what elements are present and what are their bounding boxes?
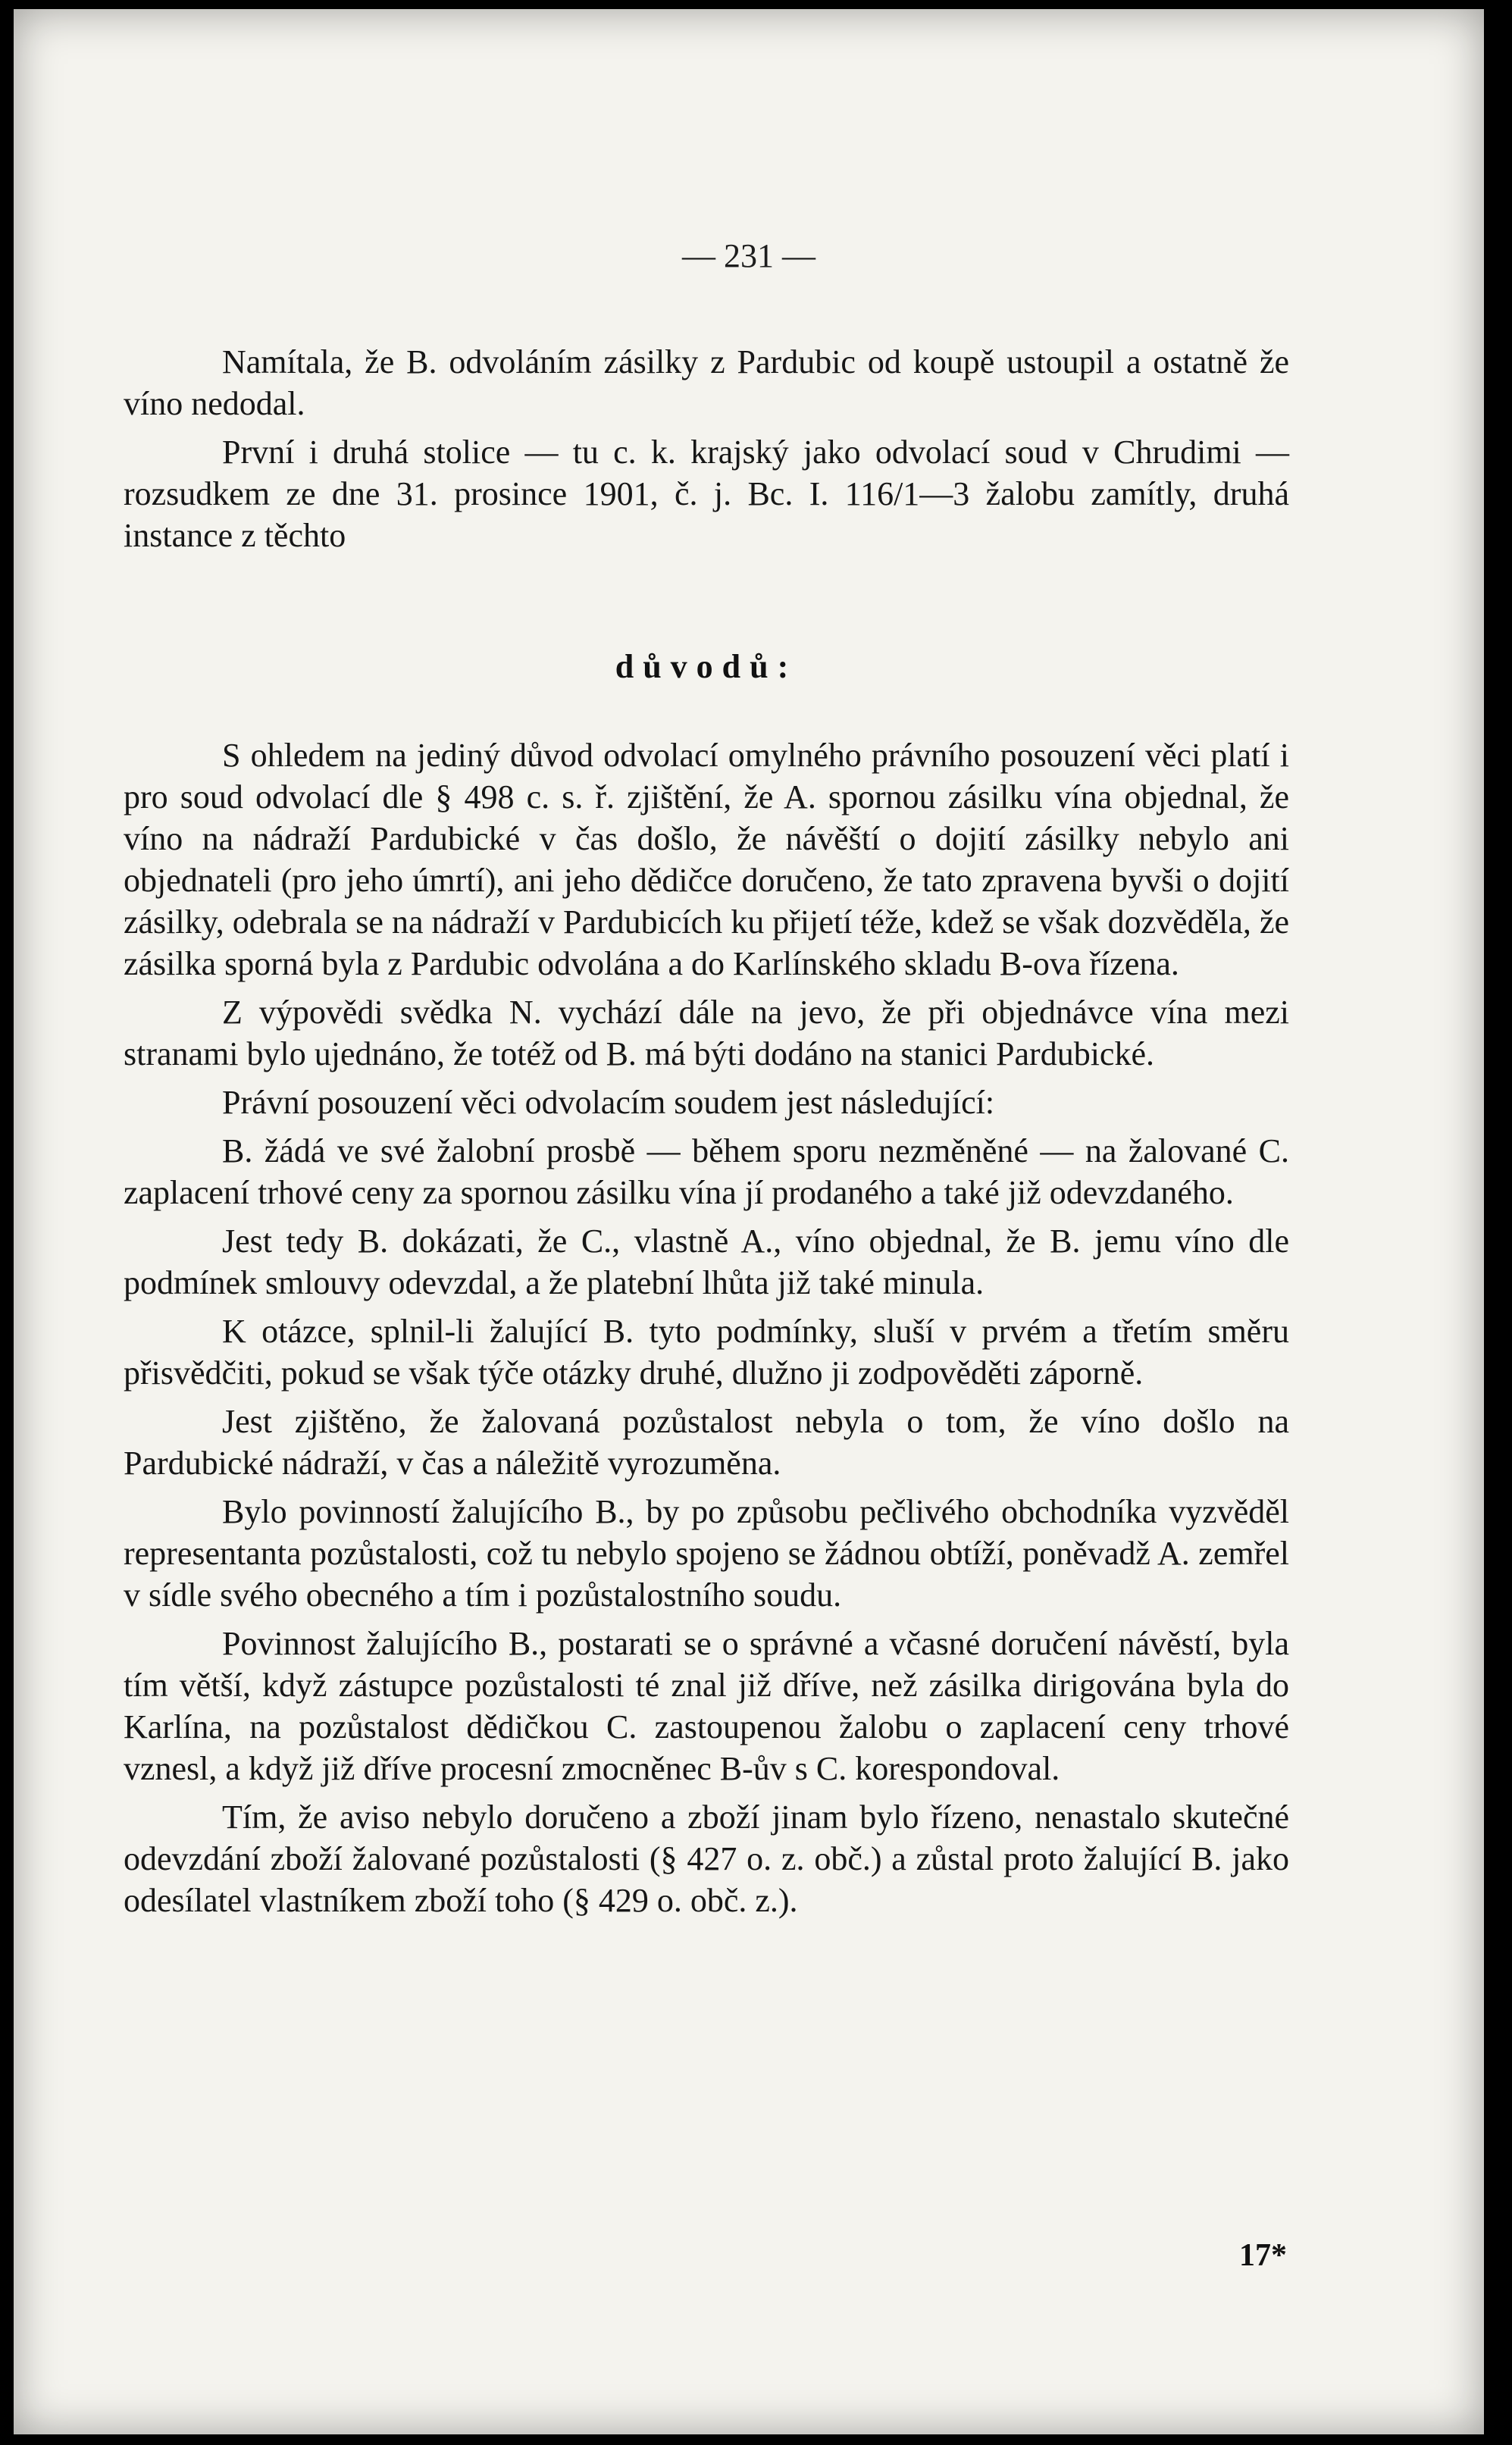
paragraph: Právní posouzení věci odvolacím soudem jest následující: <box>222 1084 995 1121</box>
paragraph: První i druhá stolice — tu c. k. krajský jako odvolací soud v Chrudimi — rozsudkem ze dne 31. prosince 1901, č. j. Bc. I. 116/1—3 žalobu zamítly, druhá instance z těchto <box>124 434 1289 554</box>
paragraph: Jest zjištěno, že žalovaná pozůstalost nebyla o tom, že víno došlo na Pardubické nádraží, v čas a náležitě vyrozuměna. <box>124 1403 1289 1482</box>
paragraph: Tím, že aviso nebylo doručeno a zboží jinam bylo řízeno, nenastalo skutečné odevzdání zboží žalované pozůstalosti (§ 427 o. z. obč.) a zůstal proto žalující B. jako odesílatel vlastníkem zboží toho (§ 429 o. obč. z.). <box>124 1799 1289 1919</box>
document-page <box>14 9 1484 2434</box>
section-heading: důvodů: <box>615 648 798 685</box>
paragraph: Jest tedy B. dokázati, že C., vlastně A., víno objednal, že B. jemu víno dle podmínek smlouvy odevzdal, a že platební lhůta již také minula. <box>124 1222 1289 1301</box>
paragraph: Z výpovědi svědka N. vychází dále na jevo, že při objednávce vína mezi stranami bylo ujednáno, že totéž od B. má býti dodáno na stanici Pardubické. <box>124 994 1289 1072</box>
signature-mark: 17* <box>1239 2238 1287 2273</box>
paragraph: Namítala, že B. odvoláním zásilky z Pardubic od koupě ustoupil a ostatně že víno nedodal. <box>124 343 1289 422</box>
paragraph: Bylo povinností žalujícího B., by po způsobu pečlivého obchodníka vyzvěděl representanta pozůstalosti, což tu nebylo spojeno se žádnou obtíží, poněvadž A. zemřel v sídle svého obecného a tím i pozůstalostního soudu. <box>124 1493 1289 1614</box>
paragraph: B. žádá ve své žalobní prosbě — během sporu nezměněné — na žalované C. zaplacení trhové ceny za spornou zásilku vína jí prodaného a také již odevzdaného. <box>124 1132 1289 1211</box>
page-number: — 231 — <box>682 237 815 274</box>
paragraph: Povinnost žalujícího B., postarati se o správné a včasné doručení návěstí, byla tím větší, když zástupce pozůstalosti té znal již dříve, než zásilka dirigována byla do Karlína, na pozůstalost dědičkou C. zastoupenou žalobu o zaplacení ceny trhové vznesl, a když již dříve procesní zmocněnec B-ův s C. korespondoval. <box>124 1625 1289 1787</box>
paragraph: S ohledem na jediný důvod odvolací omylného právního posouzení věci platí i pro soud odvolací dle § 498 c. s. ř. zjištění, že A. spornou zásilku vína objednal, že víno na nádraží Pardubické v čas došlo, že návěští o dojití zásilky nebylo ani objednateli (pro jeho úmrtí), ani jeho dědičce doručeno, že tato zpravena byvši o dojití zásilky, odebrala se na nádraží v Pardubicích ku přijetí téže, kdež se však dozvěděla, že zásilka sporná byla z Pardubic odvolána a do Karlínského skladu B-ova řízena. <box>124 737 1289 982</box>
paragraph: K otázce, splnil-li žalující B. tyto podmínky, sluší v prvém a třetím směru přisvědčiti, pokud se však týče otázky druhé, dlužno ji zodpověděti záporně. <box>124 1313 1289 1392</box>
body-text <box>124 341 1289 1928</box>
